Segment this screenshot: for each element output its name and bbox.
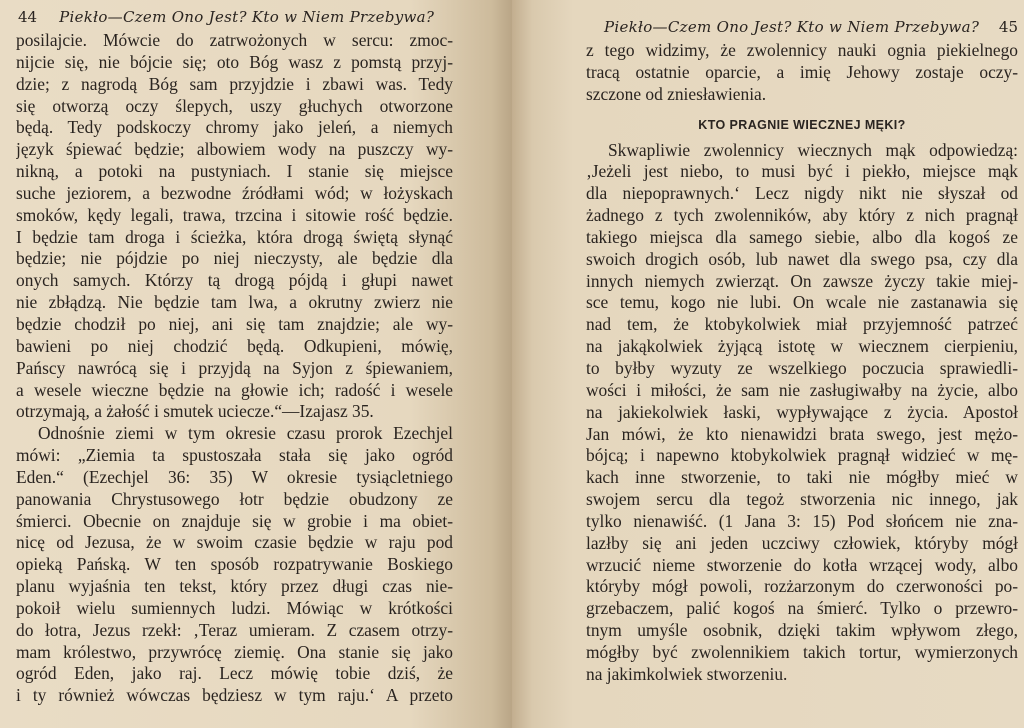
text-line: nie zbłądzą. Nie będzie tam lwa, a okrutny zwierz nie <box>16 292 453 313</box>
text-line: język śpiewać będzie; albowiem wody na puszczy wy- <box>16 139 453 160</box>
text-line: któryby mógł powoli, rozżarzonym do czerwoności po- <box>586 576 1018 597</box>
text-line: dzie; z nagrodą Bóg sam przyjdzie i zbawi was. Tedy <box>16 73 453 94</box>
left-running-title: Piekło—Czem Ono Jest? Kto w Niem Przebywa? <box>59 8 435 26</box>
text-line: Eden.“ (Ezechjel 36: 35) W okresie tysiącletniego <box>16 466 453 487</box>
right-page-body <box>586 40 1018 686</box>
text-line: na jakiekolwiek łaski, wypływające z życia. Apostoł <box>586 401 1018 422</box>
text-line: takiego miejsca dla samego siebie, albo dla kogoś ze <box>586 226 1018 247</box>
text-line: planu wyjaśnia ten tekst, który przez długi czas nie- <box>16 576 453 597</box>
text-line: mam królestwo, przywrócę ziemię. Ona stanie się jako <box>16 641 453 662</box>
text-line: bójcą; i napewno ktobykolwiek pragnął widzieć w mę- <box>586 445 1018 466</box>
text-line: bawieni po niej chodzić będą. Odkupieni, mówię, <box>16 335 453 356</box>
text-line: Skwapliwie zwolennicy wiecznych mąk odpowiedzą: <box>608 139 1018 160</box>
text-line: tnym umyśle osobnik, dzięki takim wpływom złego, <box>586 620 1018 641</box>
text-line: lazłby się ani jeden uczciwy człowiek, któryby mógł <box>586 532 1018 553</box>
text-line: I będzie tam droga i ścieżka, która drogą świętą słynąć <box>16 226 453 247</box>
text-line: mówi: „Ziemia ta spustoszała stała się jako ogród <box>16 445 453 466</box>
text-line: kach inne stworzenie, to taki nie mógłby mieć w <box>586 467 1018 488</box>
text-line: Odnośnie ziemi w tym okresie czasu prorok Ezechjel <box>38 423 453 444</box>
text-line: nad tem, że ktobykolwiek miał przyjemność patrzeć <box>586 314 1018 335</box>
text-line: na jakąkolwiek żyjącą istotę w wiecznem cierpieniu, <box>586 336 1018 357</box>
text-line: tylko nienawiść. (1 Jana 3: 15) Pod słońcem nie zna- <box>586 510 1018 531</box>
left-running-head <box>8 4 454 30</box>
text-line: dla niepoprawnych.‘ Lecz nigdy nikt nie słyszał od <box>586 183 1018 204</box>
text-line: panowania Chrystusowego łotr będzie obudzony ze <box>16 488 453 509</box>
text-line: a wesele wieczne będzie na głowie ich; radość i wesele <box>16 379 453 400</box>
text-line: będzie; nie pójdzie po niej nieczysty, ale będzie dla <box>16 248 453 269</box>
section-heading: KTO PRAGNIE WIECZNEJ MĘKI? <box>698 117 906 132</box>
text-line: grzebaczem, palić kogoś na śmierć. Tylko o przewro- <box>586 598 1018 619</box>
text-line: i ty również wówczas będziesz w tym raju.‘ A przeto <box>16 685 453 706</box>
right-page <box>512 0 1024 728</box>
text-line: Pańscy nawrócą się i przyjdą na Syjon z śpiewaniem, <box>16 357 453 378</box>
text-line: swojem sercu dla tegoż stworzenia nic innego, jak <box>586 489 1018 510</box>
left-page-body <box>8 30 453 707</box>
text-line: będzie chodził po niej, ani się tam znajdzie; ale wy- <box>16 313 453 334</box>
text-line: Jan mówi, że kto nienawidzi brata swego, jest mężo- <box>586 423 1018 444</box>
text-line: to byłby wyzuty ze wszelkiego poczucia sprawiedli- <box>586 357 1018 378</box>
text-line: pokoił wielu sumiennych ludzi. Mówiąc w krótkości <box>16 597 453 618</box>
text-line: posilajcie. Mówcie do zatrwożonych w sercu: zmoc- <box>16 30 453 50</box>
text-line: nikną, a potoki na pustyniach. I stanie się miejsce <box>16 161 453 182</box>
text-line: śmierci. Obecnie on znajduje się w grobie i ma obiet- <box>16 510 453 531</box>
text-line: się otworzą oczy ślepych, uszy głuchych otworzone <box>16 95 453 116</box>
text-line: ogród Eden, jako raj. Lecz mówię tobie dziś, że <box>16 663 453 684</box>
right-running-head <box>586 14 1018 40</box>
right-running-title: Piekło—Czem Ono Jest? Kto w Niem Przebywa? <box>604 18 980 36</box>
text-line: smoków, kędy legali, trawa, trzcina i sitowie rość będzie. <box>16 204 453 225</box>
text-line: do łotra, Jezus rzekł: ‚Teraz umieram. Z czasem otrzy- <box>16 619 453 640</box>
text-line: mógłby być zwolennikiem takich tortur, wymierzonych <box>586 641 1018 662</box>
text-line: tracą ostatnie oparcie, a imię Jehowy zostaje oczy- <box>586 61 1018 82</box>
text-line: nicę od Jezusa, że w swoim czasie będzie w raju pod <box>16 532 453 553</box>
text-line: nijcie się, nie bójcie się; oto Bóg wasz z pomstą przyj- <box>16 51 453 72</box>
text-line: swoich drogich osób, lub nawet dla swego psa, czy dla <box>586 248 1018 269</box>
text-line: żadnego z tych zwolenników, aby który z nich pragnął <box>586 205 1018 226</box>
text-line: sce temu, kogo nie lubi. On wcale nie zastanawia się <box>586 292 1018 313</box>
text-line: suche jeziorem, a bezwodne źródłami wód; w łożyskach <box>16 182 453 203</box>
text-line: z tego widzimy, że zwolennicy nauki ognia piekielnego <box>586 40 1018 60</box>
text-line: ‚Jeżeli jest niebo, to musi być i piekło, miejsce mąk <box>586 161 1018 182</box>
text-line: otrzymają, a żałość i smutek ucieczе.“—Izajasz 35. <box>16 401 374 422</box>
text-line: onych samych. Którzy tą drogą pójdą i głupi nawet <box>16 270 453 291</box>
text-line: wości i miłości, że sam nie zasługiwałby na życie, albo <box>586 379 1018 400</box>
text-line: szczone od zniesławienia. <box>586 83 767 104</box>
text-line: na jakimkolwiek stworzeniu. <box>586 663 788 684</box>
right-page-number: 45 <box>998 18 1018 36</box>
text-line: wrzucić nieme stworzenie do kotła wrzącej wody, albo <box>586 554 1018 575</box>
text-line: innych niemych zwierząt. On zawsze życzy takie miej- <box>586 270 1018 291</box>
text-line: będą. Tedy podskoczy chromy jako jeleń, a niemych <box>16 117 453 138</box>
left-page-number: 44 <box>18 8 38 26</box>
text-line: opieką Pańską. W ten sposób rozpatrywanie Boskiego <box>16 554 453 575</box>
